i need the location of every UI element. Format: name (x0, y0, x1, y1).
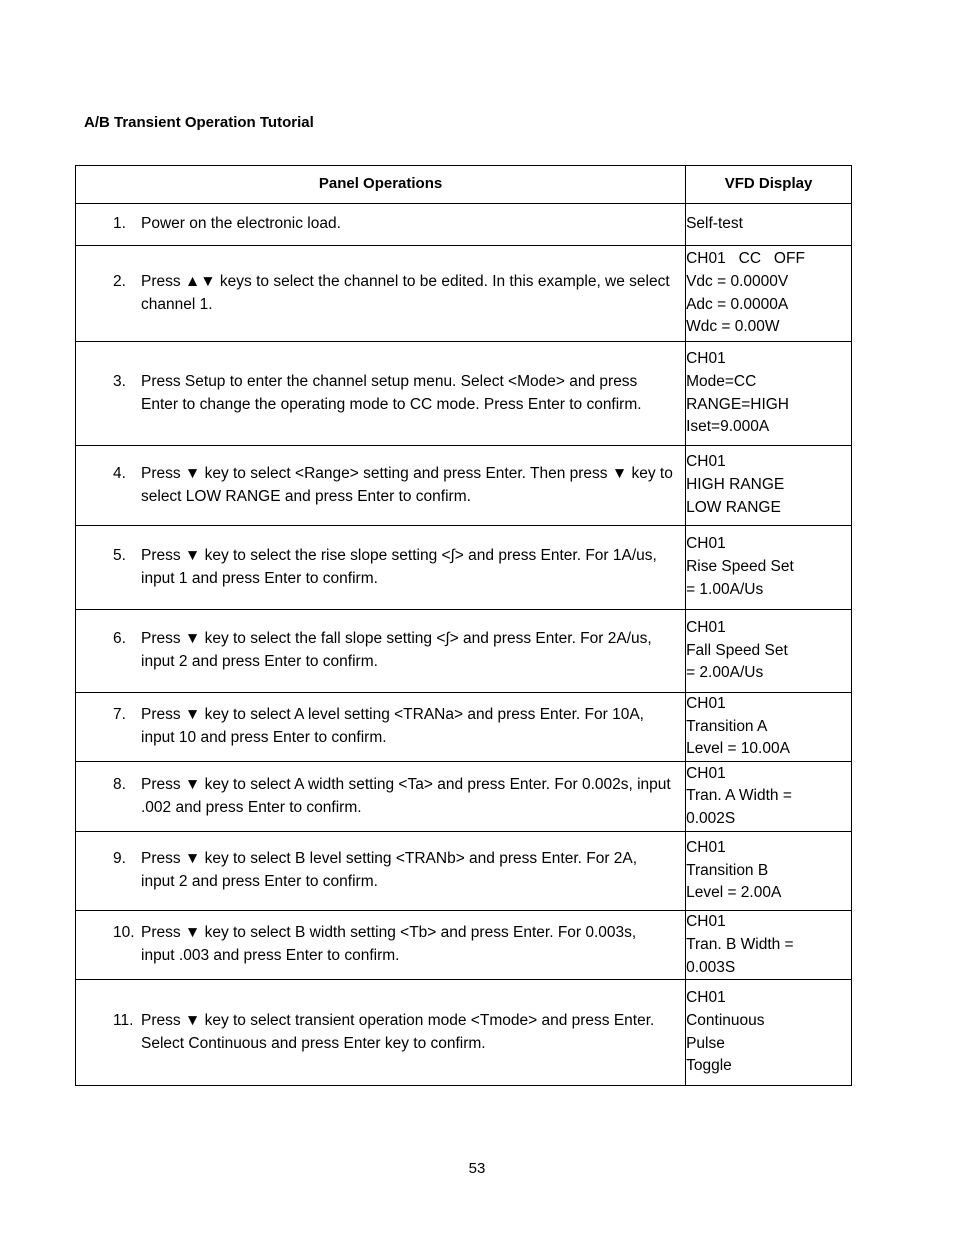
vfd-display-cell (686, 980, 852, 1086)
panel-operation-cell (76, 610, 686, 693)
step-description: Press ▼ key to select B level setting <TRANb> and press Enter. For 2A, input 2 and press Enter to confirm. (141, 850, 638, 891)
vfd-line: Wdc = 0.00W (686, 318, 780, 336)
vfd-line: HIGH RANGE (686, 476, 785, 494)
vfd-line: Transition A (686, 717, 768, 735)
vfd-line: Adc = 0.0000A (686, 295, 789, 313)
vfd-line: LOW RANGE (686, 498, 781, 516)
table-row (76, 342, 852, 446)
vfd-display-cell (686, 762, 852, 832)
vfd-line: Level = 2.00A (686, 884, 782, 902)
vfd-line: Pulse (686, 1034, 725, 1052)
vfd-line: CH01 (686, 839, 726, 857)
vfd-line: 0.002S (686, 809, 736, 827)
panel-operations-header: Panel Operations (76, 166, 686, 204)
step-item (76, 922, 685, 967)
step-description: Press ▲▼ keys to select the channel to be edited. In this example, we select channel 1. (141, 272, 670, 313)
vfd-line: Vdc = 0.0000V (686, 272, 789, 290)
table-row (76, 911, 852, 980)
vfd-line: CH01 (686, 453, 726, 471)
step-number: 1. (113, 215, 126, 233)
panel-operation-cell (76, 342, 686, 446)
vfd-display-cell (686, 693, 852, 762)
step-description: Power on the electronic load. (141, 215, 341, 233)
table-row (76, 832, 852, 911)
vfd-line: CH01 (686, 764, 726, 782)
panel-operation-cell (76, 446, 686, 526)
step-item (76, 628, 685, 673)
section-heading: A/B Transient Operation Tutorial (84, 114, 314, 131)
step-number: 3. (113, 372, 126, 390)
step-item (76, 1010, 685, 1055)
vfd-line: Continuous (686, 1012, 765, 1030)
vfd-display-cell (686, 526, 852, 610)
panel-operation-cell (76, 526, 686, 610)
vfd-line: CH01 (686, 989, 726, 1007)
vfd-line: Tran. A Width = (686, 787, 792, 805)
step-description: Press ▼ key to select A width setting <Ta> and press Enter. For 0.002s, input .002 and press Enter to confirm. (141, 775, 671, 816)
vfd-line: CH01 (686, 535, 726, 553)
panel-operation-cell (76, 911, 686, 980)
page-number: 53 (468, 1160, 486, 1177)
vfd-line: Fall Speed Set (686, 641, 788, 659)
vfd-display-cell (686, 832, 852, 911)
panel-operations-table (75, 165, 852, 1086)
vfd-line: Self-test (686, 215, 743, 233)
step-item (76, 371, 685, 416)
step-description: Press ▼ key to select B width setting <Tb> and press Enter. For 0.003s, input .003 and press Enter to confirm. (141, 924, 637, 965)
step-number: 10. (113, 924, 135, 942)
vfd-display-cell (686, 446, 852, 526)
step-description: Press ▼ key to select transient operation mode <Tmode> and press Enter. Select Continuous and press Enter key to confirm. (141, 1012, 655, 1052)
table-row (76, 526, 852, 610)
vfd-line: CH01 CC OFF (686, 250, 805, 268)
step-item (76, 271, 685, 316)
step-description: Press ▼ key to select the rise slope setting <∫> and press Enter. For 1A/us, input 1 and press Enter to confirm. (141, 546, 657, 587)
step-item (76, 463, 685, 508)
step-description: Press Setup to enter the channel setup menu. Select <Mode> and press Enter to change the operating mode to CC mode. Press Enter to confirm. (141, 372, 642, 413)
vfd-display-cell (686, 204, 852, 246)
step-number: 8. (113, 775, 126, 793)
step-item (76, 213, 685, 236)
vfd-line: Iset=9.000A (686, 418, 770, 436)
step-description: Press ▼ key to select the fall slope setting <∫> and press Enter. For 2A/us, input 2 and press Enter to confirm. (141, 630, 652, 670)
vfd-display-cell (686, 246, 852, 342)
vfd-line: Level = 10.00A (686, 740, 790, 758)
step-description: Press ▼ key to select A level setting <TRANa> and press Enter. For 10A, input 10 and press Enter to confirm. (141, 706, 644, 747)
step-number: 9. (113, 850, 126, 868)
step-number: 6. (113, 630, 126, 648)
vfd-line: = 2.00A/Us (686, 664, 764, 682)
panel-operation-cell (76, 246, 686, 342)
vfd-line: CH01 (686, 618, 726, 636)
vfd-line: Rise Speed Set (686, 558, 794, 576)
step-item (76, 774, 685, 819)
table-row (76, 246, 852, 342)
vfd-display-header: VFD Display (686, 166, 852, 204)
step-number: 7. (113, 706, 126, 724)
panel-operation-cell (76, 832, 686, 911)
vfd-line: 0.003S (686, 958, 736, 976)
vfd-display-cell (686, 342, 852, 446)
step-item (76, 545, 685, 590)
step-item (76, 704, 685, 749)
step-number: 5. (113, 546, 126, 564)
step-number: 11. (113, 1012, 134, 1030)
panel-operation-cell (76, 980, 686, 1086)
vfd-line: Toggle (686, 1057, 732, 1075)
table-row (76, 693, 852, 762)
vfd-line: Tran. B Width = (686, 935, 794, 953)
table-row (76, 762, 852, 832)
vfd-line: Mode=CC (686, 372, 757, 390)
vfd-line: = 1.00A/Us (686, 580, 764, 598)
vfd-line: CH01 (686, 695, 726, 712)
panel-operation-cell (76, 693, 686, 762)
vfd-display-cell (686, 610, 852, 693)
vfd-line: CH01 (686, 350, 726, 368)
table-row (76, 204, 852, 246)
step-description: Press ▼ key to select <Range> setting and press Enter. Then press ▼ key to select LOW RANGE and press Enter to confirm. (141, 464, 673, 505)
vfd-line: CH01 (686, 913, 726, 931)
table-row (76, 446, 852, 526)
panel-operation-cell (76, 204, 686, 246)
step-item (76, 848, 685, 893)
vfd-line: Transition B (686, 861, 769, 879)
table-header-row (76, 166, 852, 204)
vfd-display-cell (686, 911, 852, 980)
step-number: 4. (113, 464, 126, 482)
table-row (76, 610, 852, 693)
vfd-line: RANGE=HIGH (686, 395, 790, 413)
step-number: 2. (113, 272, 126, 290)
table-row (76, 980, 852, 1086)
panel-operation-cell (76, 762, 686, 832)
